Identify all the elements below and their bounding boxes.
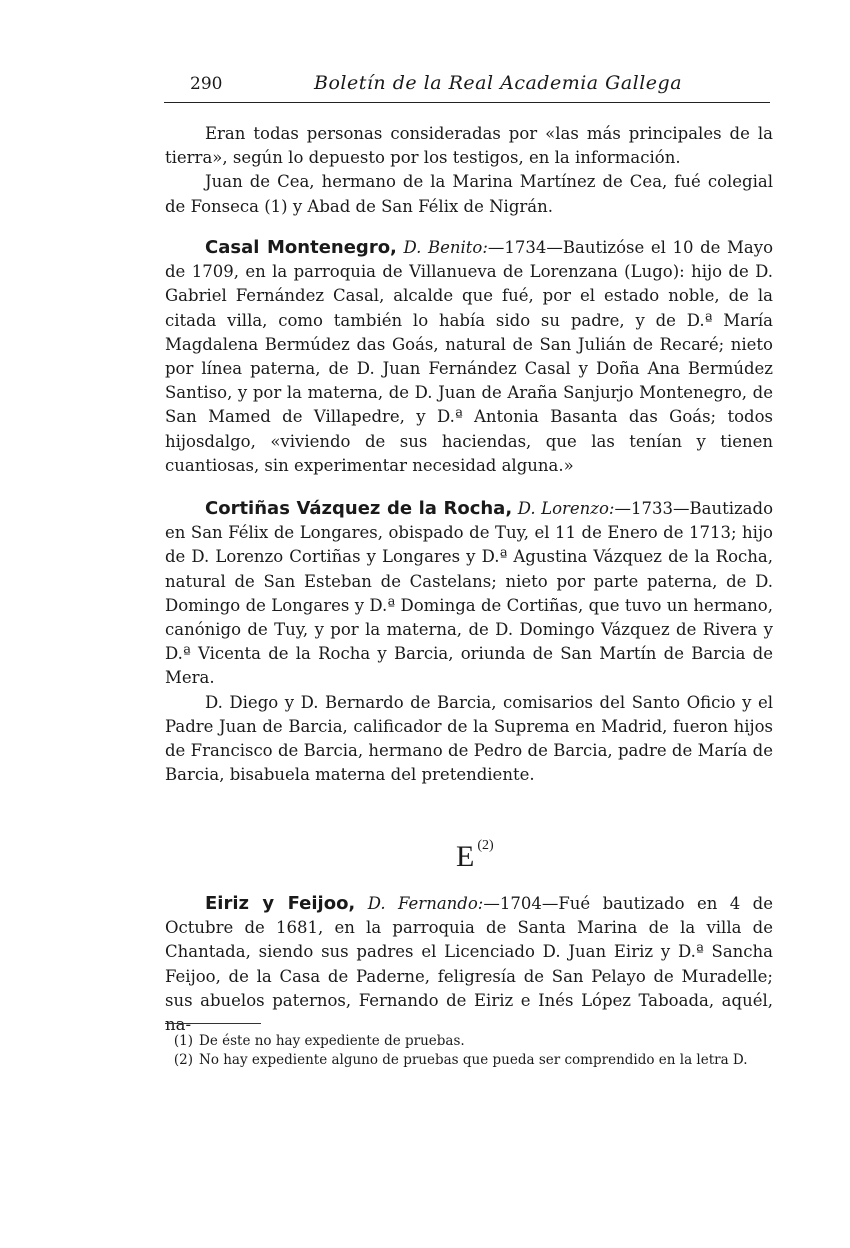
paragraph: Juan de Cea, hermano de la Marina Martínez de Cea, fué colegial de Fonseca (1) y Abad de San Félix de Nigrán. [165, 172, 773, 216]
paragraph [165, 497, 773, 691]
paragraph [165, 892, 773, 1037]
entry-given-name: D. Benito: [403, 238, 488, 257]
footnote-ref: (2) [477, 838, 494, 853]
footnote [165, 1032, 773, 1051]
section-letter-text: E [456, 840, 475, 873]
section-letter [456, 840, 494, 874]
entry-name: Casal Montenegro, [205, 237, 397, 258]
entry-text: —1734—Bautizóse el 10 de Mayo de 1709, en la parroquia de Villanueva de Lorenzana (Lugo): hijo de D. Gabriel Fernández Casal, alcalde que fué, por el estado noble, de la citada villa, como también lo había sido su padre, y de D.ª María Magdalena Bermúdez das Goás, natural de San Julián de Recaré; nieto por línea paterna, de D. Juan Fernández Casal y Doña Ana Bermúdez Santiso, y por la materna, de D. Juan de Araña Sanjurjo Montenegro, de San Mamed de Villapedre, y D.ª Antonia Basanta das Goás; todos hijosdalgo, «viviendo de sus haciendas, que las tenían y tienen cuantiosas, sin experimentar necesidad alguna.» [165, 238, 774, 475]
entry-cortinas [165, 497, 773, 787]
footnote-number: (1) [173, 1033, 193, 1049]
entry-casal-montenegro [165, 236, 773, 478]
footnote [165, 1051, 773, 1070]
entry-text: —1733—Bautizado en San Félix de Longares, obispado de Tuy, el 11 de Enero de 1713; hijo de D. Lorenzo Cortiñas y Longares y D.ª Agustina Vázquez de la Rocha, natural de San Esteban de Castelans; nieto por parte paterna, de D. Domingo de Longares y D.ª Dominga de Cortiñas, que tuvo un hermano, canónigo de Tuy, y por la materna, de D. Domingo Vázquez de Rivera y D.ª Vicenta de la Rocha y Barcia, oriunda de San Martín de Barcia de Mera. [165, 499, 773, 688]
page-number: 290 [190, 74, 223, 94]
paragraph: D. Diego y D. Bernardo de Barcia, comisarios del Santo Oficio y el Padre Juan de Barcia, calificador de la Suprema en Madrid, fueron hijos de Francisco de Barcia, hermano de Pedro de Barcia, padre de María de Barcia, bisabuela materna del pretendiente. [165, 692, 773, 785]
footnote-text: De éste no hay expediente de pruebas. [199, 1033, 465, 1049]
entry-text: —1704—Fué bautizado en 4 de Octubre de 1681, en la parroquia de Santa Marina de la villa de Chantada, siendo sus padres el Licenciado D. Juan Eiriz y D.ª Sancha Feijoo, de la Casa de Paderne, feligresía de San Pelayo de Muradelle; sus abuelos paternos, Fernando de Eiriz e Inés López Taboada, aquél, na- [165, 894, 773, 1035]
entry-name: Cortiñas Vázquez de la Rocha, [205, 498, 513, 519]
entry-given-name: D. Lorenzo: [517, 499, 615, 518]
paragraph: Eran todas personas consideradas por «las más principales de la tierra», según lo depuesto por los testigos, en la información. [165, 124, 773, 168]
paragraph [165, 236, 773, 478]
footnotes [165, 1032, 773, 1070]
footnote-number: (2) [173, 1052, 193, 1068]
entry-name: Eiriz y Feijoo, [205, 893, 356, 914]
entry-given-name: D. Fernando: [367, 894, 484, 913]
entry-cea [165, 122, 773, 219]
running-header [164, 72, 770, 103]
footnote-text: No hay expediente alguno de pruebas que pueda ser comprendido en la letra D. [199, 1052, 748, 1068]
entry-eiriz [165, 892, 773, 1037]
footnote-divider [165, 1023, 261, 1024]
journal-title: Boletín de la Real Academia Gallega [314, 72, 683, 94]
